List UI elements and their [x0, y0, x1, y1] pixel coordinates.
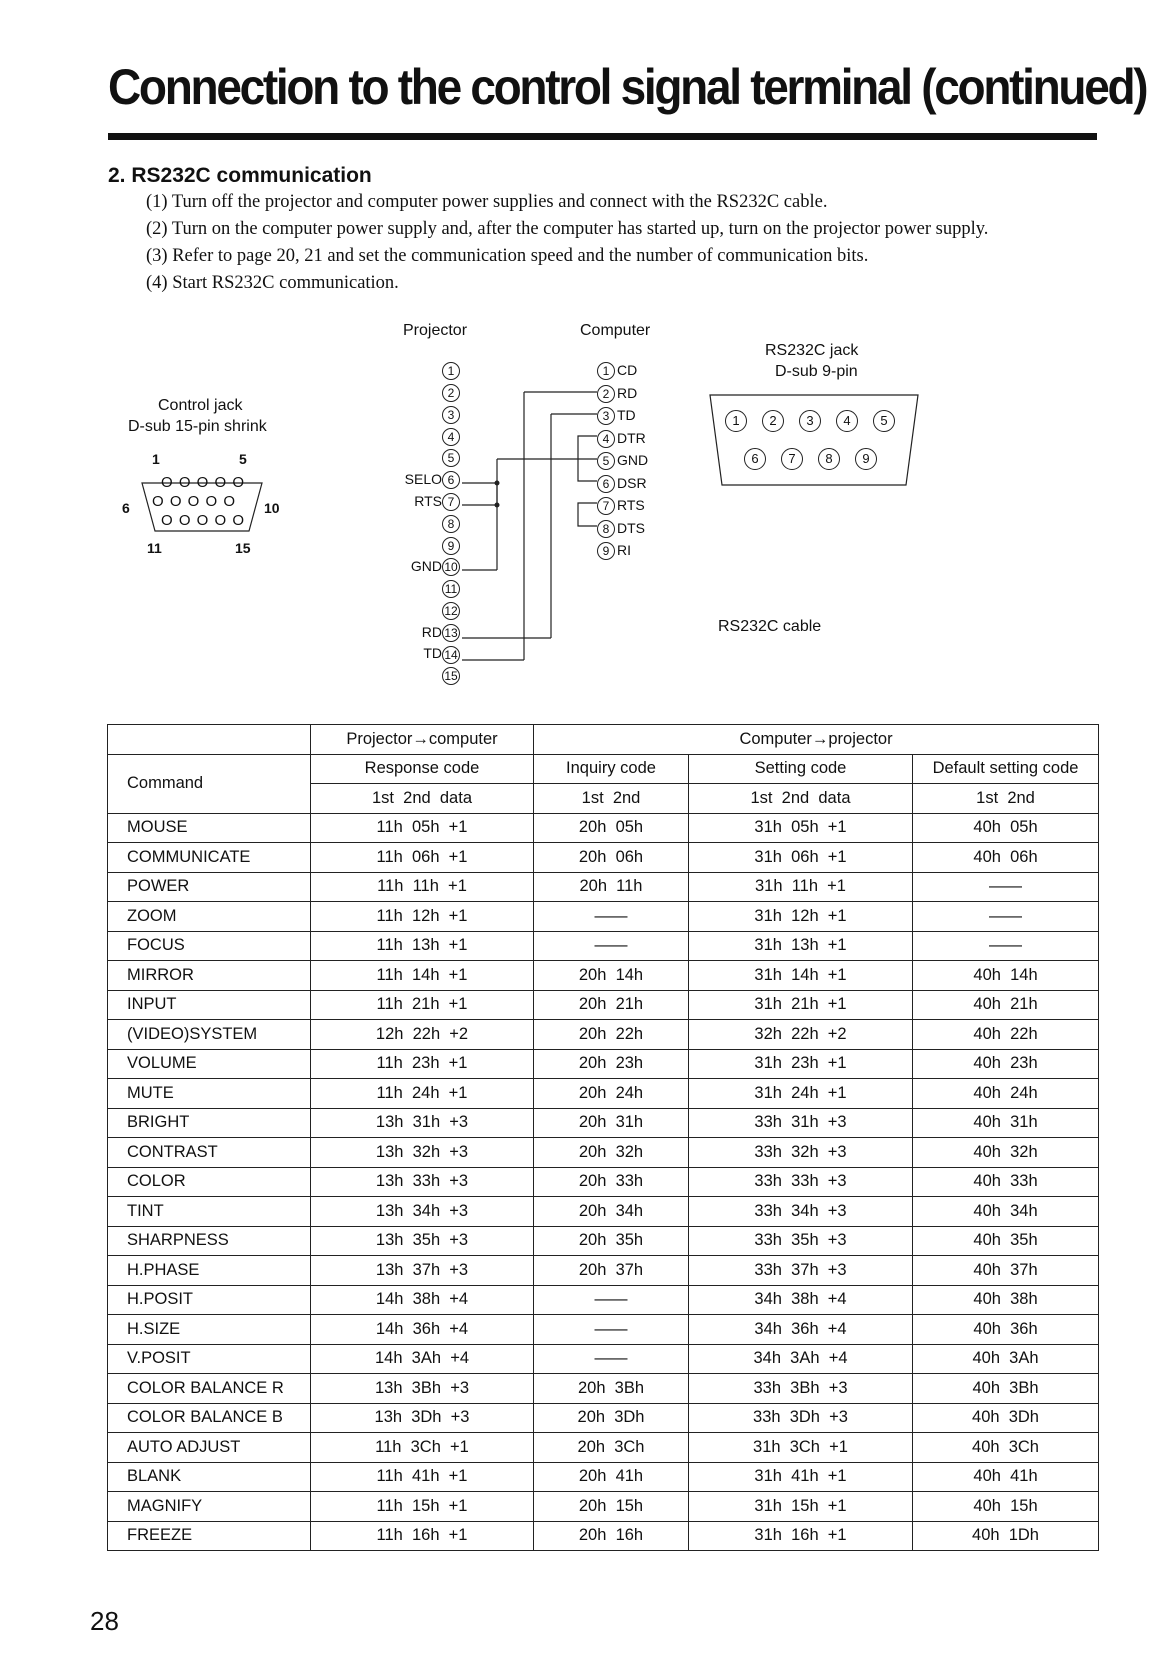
projector-pin-number: 6 — [442, 471, 460, 489]
rs232c-pin: 4 — [836, 410, 858, 432]
computer-pin-number: 5 — [597, 452, 615, 470]
projector-pin-number: 14 — [442, 646, 460, 664]
header-sub-default: 1st 2nd — [913, 784, 1099, 814]
default-cell: 40h 37h — [913, 1256, 1099, 1286]
default-cell: 40h 21h — [913, 990, 1099, 1020]
setting-cell: 33h 3Bh +3 — [689, 1374, 913, 1404]
projector-pin — [380, 427, 460, 445]
projector-pin — [380, 667, 460, 685]
projector-pin — [380, 558, 460, 576]
page-title: Connection to the control signal terminal (continued) — [108, 59, 1147, 115]
command-cell: V.POSIT — [108, 1344, 311, 1374]
dsub15-pin11-label: 11 — [147, 540, 162, 556]
rs232c-pin: 6 — [744, 448, 766, 470]
inquiry-cell: 20h 24h — [534, 1079, 689, 1109]
response-cell: 11h 15h +1 — [311, 1492, 534, 1522]
projector-pin-number: 1 — [442, 362, 460, 380]
table-row — [108, 1197, 1099, 1227]
setting-cell: 31h 13h +1 — [689, 931, 913, 961]
response-cell: 11h 41h +1 — [311, 1462, 534, 1492]
setting-cell: 33h 34h +3 — [689, 1197, 913, 1227]
projector-label: Projector — [403, 322, 468, 339]
setting-cell: 31h 16h +1 — [689, 1521, 913, 1551]
table-row — [108, 1521, 1099, 1551]
computer-pin — [597, 362, 637, 380]
computer-pin-label: RD — [617, 384, 638, 401]
projector-pin — [380, 406, 460, 424]
response-cell: 11h 13h +1 — [311, 931, 534, 961]
response-cell: 11h 11h +1 — [311, 872, 534, 902]
command-cell: ZOOM — [108, 902, 311, 932]
inquiry-cell: —— — [534, 1344, 689, 1374]
header-sub-setting: 1st 2nd data — [689, 784, 913, 814]
projector-pin — [380, 471, 460, 489]
projector-pin-number: 7 — [442, 493, 460, 511]
table-row — [108, 1226, 1099, 1256]
response-cell: 11h 05h +1 — [311, 813, 534, 843]
command-table — [107, 724, 1099, 1551]
default-cell: 40h 3Ch — [913, 1433, 1099, 1463]
projector-pin-label: TD — [423, 645, 442, 662]
command-cell: INPUT — [108, 990, 311, 1020]
projector-pin-number: 4 — [442, 428, 460, 446]
command-cell: MIRROR — [108, 961, 311, 991]
step-1: (1) Turn off the projector and computer power supplies and connect with the RS232C cable. — [146, 192, 828, 212]
table-header-row — [108, 725, 1099, 755]
setting-cell: 33h 35h +3 — [689, 1226, 913, 1256]
setting-cell: 34h 36h +4 — [689, 1315, 913, 1345]
projector-pin — [380, 362, 460, 380]
rs232c-pin: 8 — [818, 448, 840, 470]
computer-pin-number: 9 — [597, 542, 615, 560]
default-cell: 40h 3Dh — [913, 1403, 1099, 1433]
projector-pin — [380, 449, 460, 467]
command-cell: FOCUS — [108, 931, 311, 961]
setting-cell: 32h 22h +2 — [689, 1020, 913, 1050]
projector-pin-label: SELO — [404, 471, 442, 487]
projector-pin-label: RD — [421, 623, 442, 640]
table-row — [108, 1492, 1099, 1522]
projector-pin-number: 3 — [442, 406, 460, 424]
table-row — [108, 902, 1099, 932]
rs232c-jack-type: D-sub 9-pin — [775, 363, 858, 380]
computer-pin-label: RI — [617, 542, 631, 558]
inquiry-cell: 20h 3Dh — [534, 1403, 689, 1433]
table-row — [108, 1285, 1099, 1315]
default-cell: —— — [913, 931, 1099, 961]
projector-pin-number: 12 — [442, 602, 460, 620]
response-cell: 14h 38h +4 — [311, 1285, 534, 1315]
section-heading: 2. RS232C communication — [108, 164, 372, 187]
computer-pin — [597, 520, 645, 538]
rs232c-pin: 7 — [781, 448, 803, 470]
junction-dot — [495, 481, 500, 486]
computer-pin-number: 1 — [597, 362, 615, 380]
response-cell: 11h 12h +1 — [311, 902, 534, 932]
control-jack-type: D-sub 15-pin shrink — [128, 418, 267, 435]
computer-pin-label: DTS — [617, 519, 645, 536]
response-cell: 13h 3Dh +3 — [311, 1403, 534, 1433]
header-blank — [108, 725, 311, 755]
response-cell: 11h 21h +1 — [311, 990, 534, 1020]
command-cell: H.SIZE — [108, 1315, 311, 1345]
table-row — [108, 1167, 1099, 1197]
setting-cell: 33h 33h +3 — [689, 1167, 913, 1197]
computer-pin-number: 6 — [597, 475, 615, 493]
dsub15-pin10-label: 10 — [264, 500, 280, 516]
projector-pin-number: 15 — [442, 667, 460, 685]
projector-pin — [380, 624, 460, 642]
setting-cell: 31h 12h +1 — [689, 902, 913, 932]
command-cell: COLOR BALANCE B — [108, 1403, 311, 1433]
rs232c-pin: 3 — [799, 410, 821, 432]
setting-cell: 34h 38h +4 — [689, 1285, 913, 1315]
computer-pin — [597, 475, 647, 493]
setting-cell: 31h 23h +1 — [689, 1049, 913, 1079]
dsub15-row1: O O O O O — [161, 474, 246, 491]
projector-pin — [380, 645, 460, 663]
table-row — [108, 1108, 1099, 1138]
projector-pin — [380, 536, 460, 554]
projector-pin-number: 13 — [442, 624, 460, 642]
setting-cell: 31h 11h +1 — [689, 872, 913, 902]
setting-cell: 31h 3Ch +1 — [689, 1433, 913, 1463]
inquiry-cell: 20h 34h — [534, 1197, 689, 1227]
rs232c-pin: 1 — [725, 410, 747, 432]
table-row — [108, 1403, 1099, 1433]
inquiry-cell: 20h 16h — [534, 1521, 689, 1551]
setting-cell: 31h 06h +1 — [689, 843, 913, 873]
setting-cell: 34h 3Ah +4 — [689, 1344, 913, 1374]
computer-pin — [597, 430, 646, 448]
computer-pin-number: 4 — [597, 430, 615, 448]
table-row — [108, 1344, 1099, 1374]
response-cell: 14h 36h +4 — [311, 1315, 534, 1345]
control-jack-label: Control jack — [158, 397, 243, 414]
default-cell: 40h 23h — [913, 1049, 1099, 1079]
table-row — [108, 1315, 1099, 1345]
table-row — [108, 1374, 1099, 1404]
command-cell: H.POSIT — [108, 1285, 311, 1315]
default-cell: 40h 31h — [913, 1108, 1099, 1138]
response-cell: 11h 06h +1 — [311, 843, 534, 873]
projector-pin-label: GND — [410, 558, 442, 575]
table-row — [108, 1138, 1099, 1168]
default-cell: 40h 22h — [913, 1020, 1099, 1050]
projector-pin-number: 9 — [442, 537, 460, 555]
dsub15-pin15-label: 15 — [235, 540, 251, 556]
computer-pin — [597, 452, 648, 470]
default-cell: 40h 36h — [913, 1315, 1099, 1345]
default-cell: 40h 15h — [913, 1492, 1099, 1522]
rs232c-pin: 5 — [873, 410, 895, 432]
response-cell: 11h 24h +1 — [311, 1079, 534, 1109]
command-cell: AUTO ADJUST — [108, 1433, 311, 1463]
table-row — [108, 990, 1099, 1020]
command-cell: H.PHASE — [108, 1256, 311, 1286]
step-4: (4) Start RS232C communication. — [146, 273, 399, 293]
inquiry-cell: 20h 32h — [534, 1138, 689, 1168]
projector-pin-number: 11 — [442, 580, 460, 598]
step-2: (2) Turn on the computer power supply and, after the computer has started up, turn on the projector power supply. — [146, 219, 989, 239]
projector-pin-label: RTS — [414, 492, 442, 509]
projector-pin-number: 10 — [442, 558, 460, 576]
table-row — [108, 843, 1099, 873]
computer-pin — [597, 542, 631, 560]
dsub15-pin5-label: 5 — [239, 451, 247, 467]
dsub9-shell — [710, 395, 918, 485]
rs232c-jack-label: RS232C jack — [765, 342, 859, 359]
setting-cell: 33h 37h +3 — [689, 1256, 913, 1286]
command-cell: MOUSE — [108, 813, 311, 843]
computer-pin — [597, 407, 636, 425]
command-cell: BRIGHT — [108, 1108, 311, 1138]
header-setting: Setting code — [689, 754, 913, 784]
junction-dot — [495, 503, 500, 508]
default-cell: 40h 41h — [913, 1462, 1099, 1492]
setting-cell: 31h 14h +1 — [689, 961, 913, 991]
rs232c-pin: 9 — [855, 448, 877, 470]
response-cell: 13h 33h +3 — [311, 1167, 534, 1197]
setting-cell: 33h 32h +3 — [689, 1138, 913, 1168]
computer-pin-label: GND — [617, 452, 649, 468]
inquiry-cell: 20h 41h — [534, 1462, 689, 1492]
rs232c-cable-label: RS232C cable — [718, 618, 822, 635]
setting-cell: 31h 15h +1 — [689, 1492, 913, 1522]
response-cell: 11h 3Ch +1 — [311, 1433, 534, 1463]
response-cell: 13h 3Bh +3 — [311, 1374, 534, 1404]
step-3: (3) Refer to page 20, 21 and set the communication speed and the number of communication bits. — [146, 246, 869, 266]
rs232c-pin: 2 — [762, 410, 784, 432]
computer-pin-number: 2 — [597, 385, 615, 403]
inquiry-cell: 20h 33h — [534, 1167, 689, 1197]
table-row — [108, 872, 1099, 902]
inquiry-cell: —— — [534, 902, 689, 932]
header-default: Default setting code — [913, 754, 1099, 784]
default-cell: 40h 14h — [913, 961, 1099, 991]
default-cell: —— — [913, 902, 1099, 932]
header-command: Command — [108, 754, 311, 813]
inquiry-cell: —— — [534, 1285, 689, 1315]
computer-label: Computer — [580, 322, 651, 339]
response-cell: 13h 32h +3 — [311, 1138, 534, 1168]
computer-pin-label: DSR — [617, 474, 647, 491]
inquiry-cell: —— — [534, 931, 689, 961]
table-row — [108, 1462, 1099, 1492]
computer-pin-label: CD — [617, 362, 638, 378]
inquiry-cell: 20h 37h — [534, 1256, 689, 1286]
inquiry-cell: 20h 3Ch — [534, 1433, 689, 1463]
command-cell: SHARPNESS — [108, 1226, 311, 1256]
computer-pin-label: TD — [617, 407, 636, 423]
default-cell: 40h 35h — [913, 1226, 1099, 1256]
response-cell: 13h 31h +3 — [311, 1108, 534, 1138]
table-row — [108, 1433, 1099, 1463]
setting-cell: 31h 41h +1 — [689, 1462, 913, 1492]
response-cell: 14h 3Ah +4 — [311, 1344, 534, 1374]
header-comp-to-proj: Computer→projector — [534, 725, 1099, 755]
computer-pin-number: 3 — [597, 407, 615, 425]
computer-pin-label: RTS — [617, 497, 645, 513]
default-cell: 40h 33h — [913, 1167, 1099, 1197]
command-cell: VOLUME — [108, 1049, 311, 1079]
default-cell: —— — [913, 872, 1099, 902]
projector-pin-number: 8 — [442, 515, 460, 533]
command-cell: COLOR BALANCE R — [108, 1374, 311, 1404]
command-cell: MAGNIFY — [108, 1492, 311, 1522]
inquiry-cell: 20h 06h — [534, 843, 689, 873]
command-cell: BLANK — [108, 1462, 311, 1492]
default-cell: 40h 3Ah — [913, 1344, 1099, 1374]
table-row — [108, 931, 1099, 961]
header-sub-response: 1st 2nd data — [311, 784, 534, 814]
projector-pin-number: 2 — [442, 384, 460, 402]
computer-pin — [597, 385, 637, 403]
setting-cell: 31h 24h +1 — [689, 1079, 913, 1109]
setting-cell: 33h 3Dh +3 — [689, 1403, 913, 1433]
command-cell: TINT — [108, 1197, 311, 1227]
response-cell: 11h 16h +1 — [311, 1521, 534, 1551]
inquiry-cell: 20h 11h — [534, 872, 689, 902]
table-row — [108, 1020, 1099, 1050]
dsub15-pin6-label: 6 — [122, 500, 130, 516]
command-cell: FREEZE — [108, 1521, 311, 1551]
computer-pin-number: 8 — [597, 520, 615, 538]
default-cell: 40h 32h — [913, 1138, 1099, 1168]
command-cell: MUTE — [108, 1079, 311, 1109]
header-response: Response code — [311, 754, 534, 784]
projector-pin — [380, 602, 460, 620]
computer-pin — [597, 497, 645, 515]
computer-pin-number: 7 — [597, 497, 615, 515]
projector-pin-number: 5 — [442, 449, 460, 467]
response-cell: 13h 37h +3 — [311, 1256, 534, 1286]
default-cell: 40h 3Bh — [913, 1374, 1099, 1404]
setting-cell: 31h 21h +1 — [689, 990, 913, 1020]
wiring-diagram — [0, 0, 1174, 720]
inquiry-cell: 20h 22h — [534, 1020, 689, 1050]
default-cell: 40h 06h — [913, 843, 1099, 873]
default-cell: 40h 34h — [913, 1197, 1099, 1227]
command-cell: COMMUNICATE — [108, 843, 311, 873]
inquiry-cell: 20h 31h — [534, 1108, 689, 1138]
default-cell: 40h 05h — [913, 813, 1099, 843]
default-cell: 40h 1Dh — [913, 1521, 1099, 1551]
default-cell: 40h 38h — [913, 1285, 1099, 1315]
inquiry-cell: —— — [534, 1315, 689, 1345]
dsub15-pin1-label: 1 — [152, 451, 160, 467]
setting-cell: 31h 05h +1 — [689, 813, 913, 843]
table-row — [108, 961, 1099, 991]
dsub15-row2: O O O O O — [152, 493, 237, 510]
wire-rts-dts-loop — [578, 503, 597, 526]
projector-pin — [380, 384, 460, 402]
header-proj-to-comp: Projector→computer — [311, 725, 534, 755]
inquiry-cell: 20h 15h — [534, 1492, 689, 1522]
inquiry-cell: 20h 14h — [534, 961, 689, 991]
response-cell: 13h 34h +3 — [311, 1197, 534, 1227]
header-inquiry: Inquiry code — [534, 754, 689, 784]
inquiry-cell: 20h 05h — [534, 813, 689, 843]
table-row — [108, 1049, 1099, 1079]
projector-pin — [380, 515, 460, 533]
table-row — [108, 1079, 1099, 1109]
table-row — [108, 813, 1099, 843]
dsub15-row3: O O O O O — [161, 512, 246, 529]
response-cell: 11h 14h +1 — [311, 961, 534, 991]
inquiry-cell: 20h 21h — [534, 990, 689, 1020]
inquiry-cell: 20h 35h — [534, 1226, 689, 1256]
inquiry-cell: 20h 23h — [534, 1049, 689, 1079]
computer-pin-label: DTR — [617, 429, 646, 446]
table-row — [108, 1256, 1099, 1286]
table-header-row — [108, 754, 1099, 784]
projector-pin — [380, 580, 460, 598]
response-cell: 11h 23h +1 — [311, 1049, 534, 1079]
response-cell: 12h 22h +2 — [311, 1020, 534, 1050]
response-cell: 13h 35h +3 — [311, 1226, 534, 1256]
command-cell: (VIDEO)SYSTEM — [108, 1020, 311, 1050]
setting-cell: 33h 31h +3 — [689, 1108, 913, 1138]
command-cell: COLOR — [108, 1167, 311, 1197]
inquiry-cell: 20h 3Bh — [534, 1374, 689, 1404]
command-cell: POWER — [108, 872, 311, 902]
command-cell: CONTRAST — [108, 1138, 311, 1168]
page-number: 28 — [90, 1606, 119, 1636]
header-sub-inquiry: 1st 2nd — [534, 784, 689, 814]
projector-pin — [380, 493, 460, 511]
default-cell: 40h 24h — [913, 1079, 1099, 1109]
